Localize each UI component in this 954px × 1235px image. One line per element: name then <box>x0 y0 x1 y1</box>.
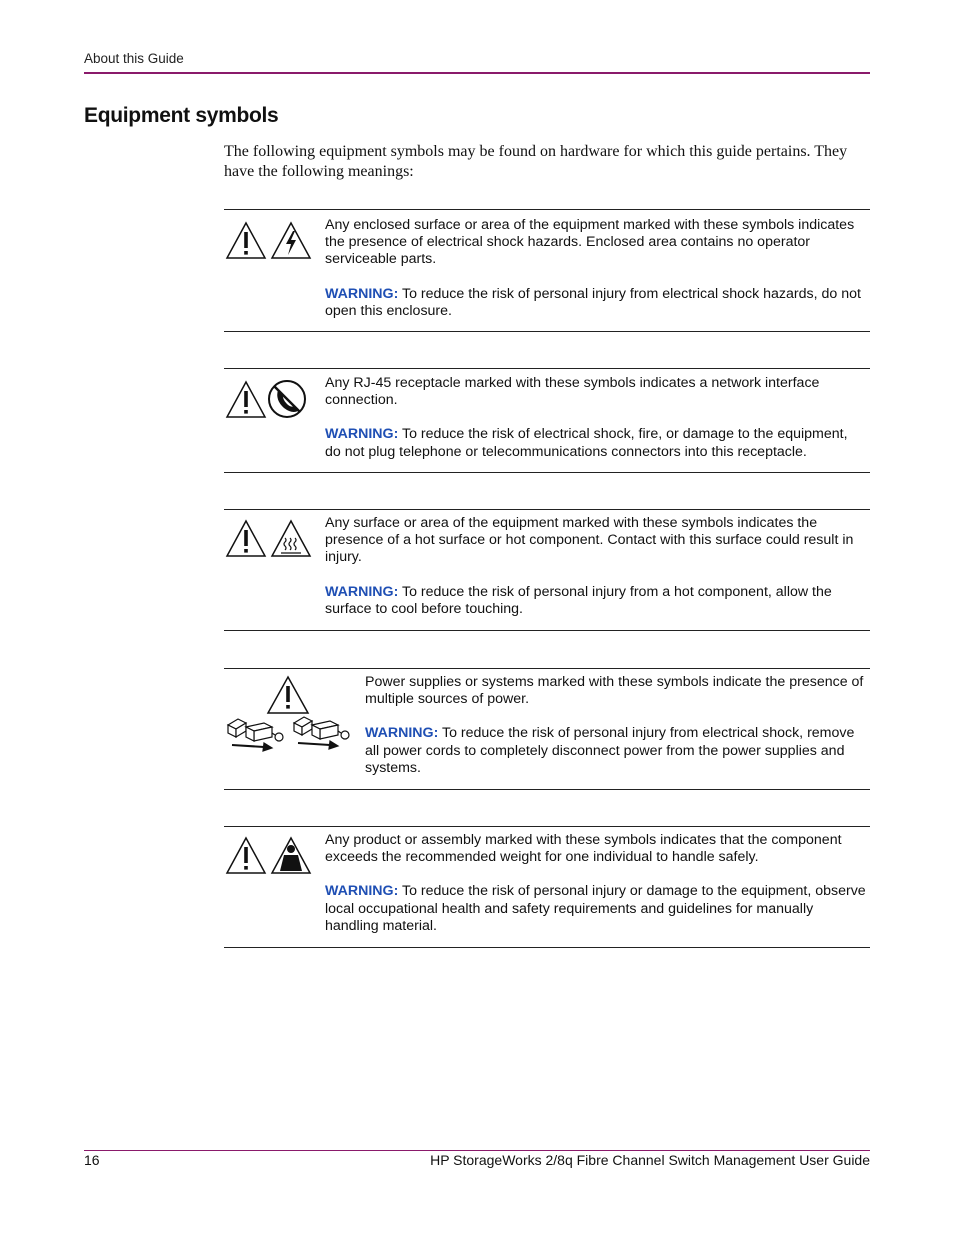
warning-note <box>325 883 866 935</box>
warning-text: To reduce the risk of personal injury from a hot component, allow the surface to cool before touching. <box>325 583 832 617</box>
symbol-icons <box>224 516 314 565</box>
symbol-icons <box>224 377 314 426</box>
warning-text: To reduce the risk of electrical shock, fire, or damage to the equipment, do not plug telephone or telecommunications connectors into this receptacle. <box>325 426 848 460</box>
symbol-text <box>325 515 866 618</box>
document-title: HP StorageWorks 2/8q Fibre Channel Switch Management User Guide <box>430 1152 870 1168</box>
section-title: Equipment symbols <box>84 104 279 127</box>
warning-text: To reduce the risk of personal injury from electrical shock, remove all power cords to completely disconnect power from the power supplies and systems. <box>365 725 855 776</box>
warning-triangle-icon <box>227 223 265 258</box>
intro-paragraph: The following equipment symbols may be found on hardware for which this guide pertains. They have the following meanings: <box>224 143 848 180</box>
symbol-block-network-interface <box>224 368 870 473</box>
warning-triangle-icon <box>227 382 265 417</box>
warning-note <box>365 725 866 777</box>
power-cord-icon <box>294 717 349 749</box>
page-number: 16 <box>84 1152 100 1168</box>
symbol-block-multiple-power <box>224 668 870 790</box>
warning-text: To reduce the risk of personal injury from electrical shock hazards, do not open this enclosure. <box>325 285 861 319</box>
symbol-icons <box>224 218 314 267</box>
symbol-text <box>325 375 866 461</box>
symbol-text <box>365 674 866 777</box>
warning-text: To reduce the risk of personal injury or damage to the equipment, observe local occupational health and safety requirements and guidelines for manually handling material. <box>325 883 866 934</box>
electrical-shock-icon <box>272 223 310 258</box>
warning-triangle-icon <box>227 838 265 873</box>
running-header: About this Guide <box>84 51 184 66</box>
hot-surface-icon <box>272 521 310 556</box>
power-cord-icon <box>228 719 283 751</box>
symbol-description: Any enclosed surface or area of the equipment marked with these symbols indicates the presence of electrical shock hazards. Enclosed area contains no operator serviceable parts. <box>325 217 855 268</box>
warning-triangle-icon <box>268 677 308 713</box>
warning-label: WARNING: <box>325 583 399 600</box>
footer-rule <box>84 1150 870 1151</box>
warning-label: WARNING: <box>325 285 399 302</box>
symbol-block-electrical-shock <box>224 209 870 332</box>
symbol-description: Any RJ-45 receptacle marked with these symbols indicates a network interface connection. <box>325 375 820 409</box>
header-rule <box>84 72 870 74</box>
warning-label: WARNING: <box>365 725 439 742</box>
warning-triangle-icon <box>227 521 265 556</box>
warning-note <box>325 286 866 320</box>
symbol-block-heavy-weight <box>224 826 870 948</box>
warning-note <box>325 426 866 460</box>
warning-note <box>325 584 866 618</box>
symbol-description: Any product or assembly marked with these symbols indicates that the component exceeds the recommended weight for one individual to handle safely. <box>325 832 842 866</box>
symbol-text <box>325 832 866 935</box>
symbol-icons <box>224 833 314 882</box>
warning-label: WARNING: <box>325 883 399 900</box>
symbol-text <box>325 217 866 320</box>
symbol-description: Any surface or area of the equipment marked with these symbols indicates the presence of a hot surface or hot component. Contact with this surface could result in injury. <box>325 515 854 566</box>
telephone-prohibited-icon <box>269 381 305 417</box>
symbol-icons <box>224 675 356 760</box>
heavy-weight-icon <box>272 838 310 873</box>
warning-label: WARNING: <box>325 426 399 443</box>
symbol-block-hot-surface <box>224 509 870 631</box>
symbol-description: Power supplies or systems marked with these symbols indicate the presence of multiple sources of power. <box>365 674 864 708</box>
